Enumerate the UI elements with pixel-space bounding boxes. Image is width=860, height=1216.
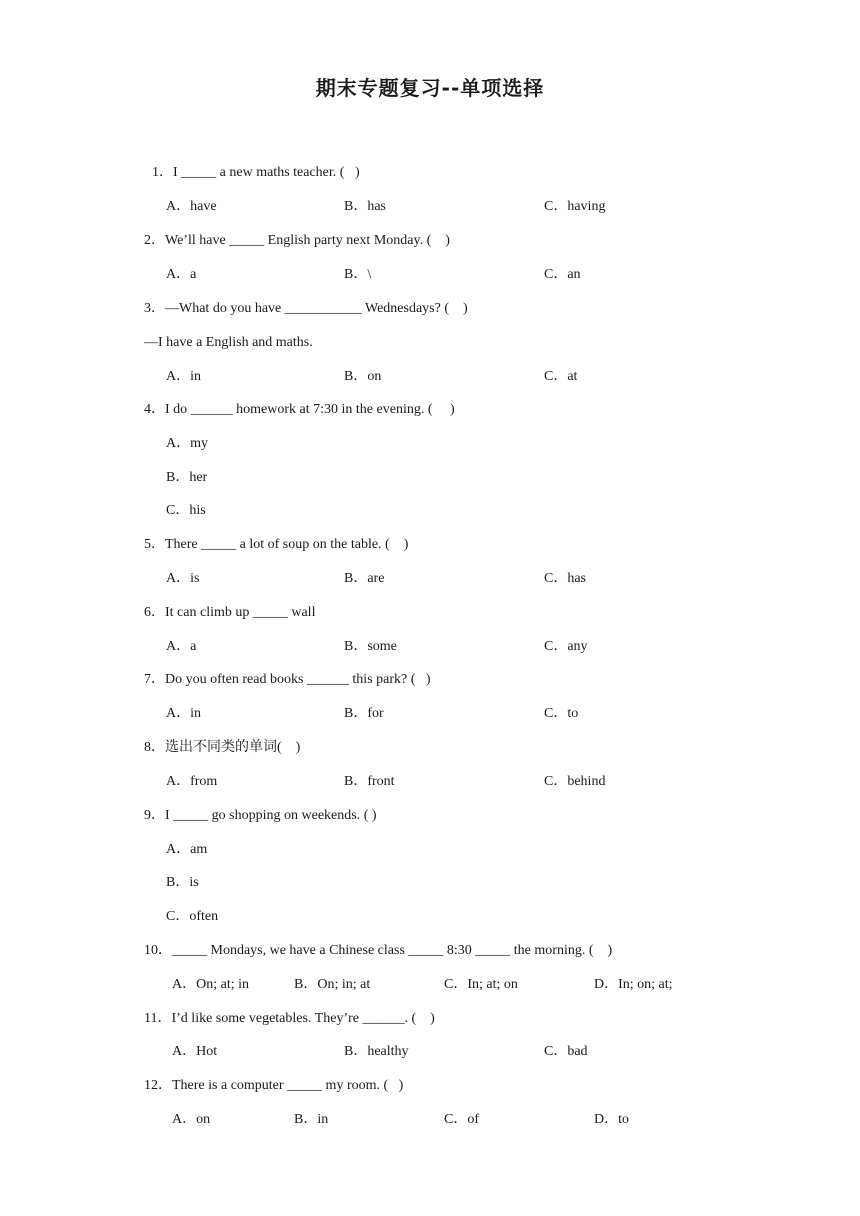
option-10-a: A．On; at; in — [172, 977, 249, 992]
option-7-c: C．to — [544, 706, 579, 721]
option-6-c: C．any — [544, 639, 588, 654]
option-12-c: C．of — [444, 1112, 479, 1127]
question-3-dialogue: —I have a English and maths. — [144, 335, 313, 350]
option-9-a: A．am — [166, 842, 208, 857]
option-10-d: D．In; on; at; — [594, 977, 673, 992]
page-title: 期末专题复习--单项选择 — [315, 76, 545, 100]
option-12-b: B．in — [294, 1112, 329, 1127]
option-4-c: C．his — [166, 503, 206, 518]
option-3-c: C．at — [544, 369, 578, 384]
option-6-a: A．a — [166, 639, 197, 654]
option-12-d: D．to — [594, 1112, 629, 1127]
question-8: 8．选出不同类的单词( ) — [144, 740, 301, 755]
question-3: 3．—What do you have ___________ Wednesdays? ( ) — [144, 301, 468, 316]
question-5: 5．There _____ a lot of soup on the table. ( ) — [144, 537, 409, 552]
question-10: 10．_____ Mondays, we have a Chinese class _____ 8:30 _____ the morning. ( ) — [144, 943, 613, 958]
option-12-a: A．on — [172, 1112, 211, 1127]
option-5-c: C．has — [544, 571, 586, 586]
option-5-b: B．are — [344, 571, 385, 586]
option-5-a: A．is — [166, 571, 200, 586]
option-11-c: C．bad — [544, 1044, 588, 1059]
option-9-b: B．is — [166, 875, 199, 890]
option-2-c: C．an — [544, 267, 581, 282]
option-1-c: C．having — [544, 199, 606, 214]
option-4-b: B．her — [166, 470, 208, 485]
question-9: 9．I _____ go shopping on weekends. ( ) — [144, 808, 377, 823]
option-3-b: B．on — [344, 369, 382, 384]
question-2: 2．We’ll have _____ English party next Monday. ( ) — [144, 233, 450, 248]
option-8-a: A．from — [166, 774, 218, 789]
option-2-a: A．a — [166, 267, 197, 282]
option-1-a: A．have — [166, 199, 217, 214]
option-10-b: B．On; in; at — [294, 977, 371, 992]
option-3-a: A．in — [166, 369, 201, 384]
option-7-a: A．in — [166, 706, 201, 721]
question-4: 4．I do ______ homework at 7:30 in the evening. ( ) — [144, 402, 455, 417]
question-6: 6．It can climb up _____ wall — [144, 605, 316, 620]
option-6-b: B．some — [344, 639, 397, 654]
question-7: 7．Do you often read books ______ this park? ( ) — [144, 672, 431, 687]
option-4-a: A．my — [166, 436, 208, 451]
option-9-c: C．often — [166, 909, 219, 924]
option-10-c: C．In; at; on — [444, 977, 518, 992]
question-12: 12．There is a computer _____ my room. ( ) — [144, 1078, 404, 1093]
option-7-b: B．for — [344, 706, 384, 721]
question-1: 1．I _____ a new maths teacher. ( ) — [152, 165, 360, 180]
option-2-b: B．\ — [344, 267, 372, 282]
option-8-c: C．behind — [544, 774, 606, 789]
option-1-b: B．has — [344, 199, 386, 214]
option-8-b: B．front — [344, 774, 395, 789]
option-11-b: B．healthy — [344, 1044, 409, 1059]
question-11: 11．I’d like some vegetables. They’re ______. ( ) — [144, 1011, 435, 1026]
option-11-a: A．Hot — [172, 1044, 218, 1059]
